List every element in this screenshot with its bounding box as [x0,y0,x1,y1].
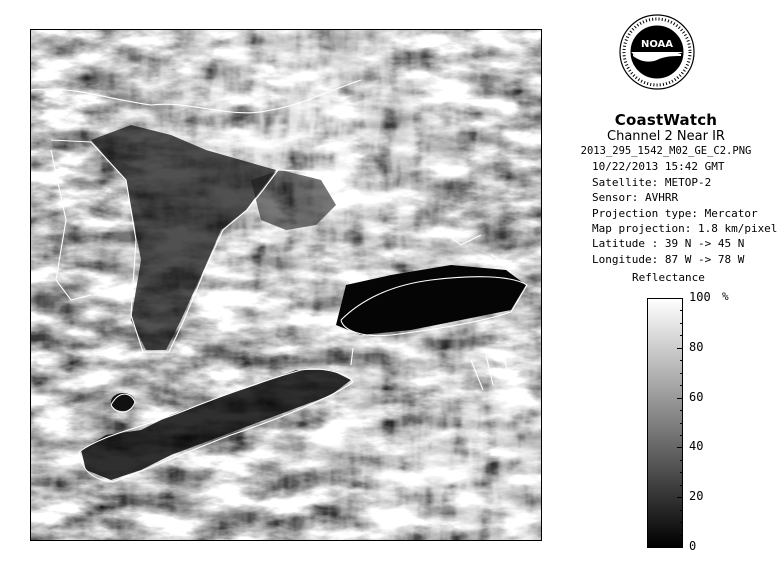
satellite-image [30,29,542,541]
colorbar-major-tick [677,298,683,299]
colorbar-major-tick [677,398,683,399]
colorbar-minor-tick [680,373,683,374]
colorbar-unit: % [722,290,729,303]
colorbar-minor-tick [680,323,683,324]
sensor-label: Sensor: AVHRR [592,191,679,205]
colorbar-minor-tick [680,522,683,523]
colorbar-tick-label: 20 [689,489,704,503]
colorbar-tick-label: 40 [689,439,704,453]
projection-type-label: Projection type: Mercator [592,206,758,220]
colorbar-minor-tick [680,410,683,411]
colorbar-major-tick [677,447,683,448]
colorbar-title: Reflectance [632,271,705,284]
colorbar-tick-label: 0 [689,539,697,553]
colorbar-tick-label: 100 [689,290,711,304]
colorbar-minor-tick [680,360,683,361]
latitude-label: Latitude : 39 N -> 45 N [592,237,745,251]
colorbar-minor-tick [680,460,683,461]
channel-label: Channel 2 Near IR [607,129,725,144]
colorbar-tick-label: 60 [689,390,704,404]
info-panel [566,111,778,267]
colorbar-minor-tick [680,435,683,436]
map-projection-label: Map projection: 1.8 km/pixel [592,222,778,236]
datetime-label: 10/22/2013 15:42 GMT [592,160,725,174]
colorbar-major-tick [677,348,683,349]
colorbar-major-tick [677,547,683,548]
colorbar-minor-tick [680,423,683,424]
colorbar-minor-tick [680,510,683,511]
noaa-logo-text: NOAA [640,39,674,50]
longitude-label: Longitude: 87 W -> 78 W [592,252,745,266]
colorbar-minor-tick [680,335,683,336]
colorbar-minor-tick [680,535,683,536]
noaa-emblem-icon [619,14,695,90]
colorbar-minor-tick [680,472,683,473]
colorbar-major-tick [677,497,683,498]
filename-label: 2013_295_1542_M02_GE_C2.PNG [580,145,752,157]
noaa-logo [619,14,695,90]
satellite-label: Satellite: METOP-2 [592,175,712,189]
colorbar-minor-tick [680,485,683,486]
brand-title: CoastWatch [614,111,718,129]
colorbar-minor-tick [680,310,683,311]
colorbar-tick-label: 80 [689,340,704,354]
colorbar-minor-tick [680,385,683,386]
colorbar [647,298,683,548]
